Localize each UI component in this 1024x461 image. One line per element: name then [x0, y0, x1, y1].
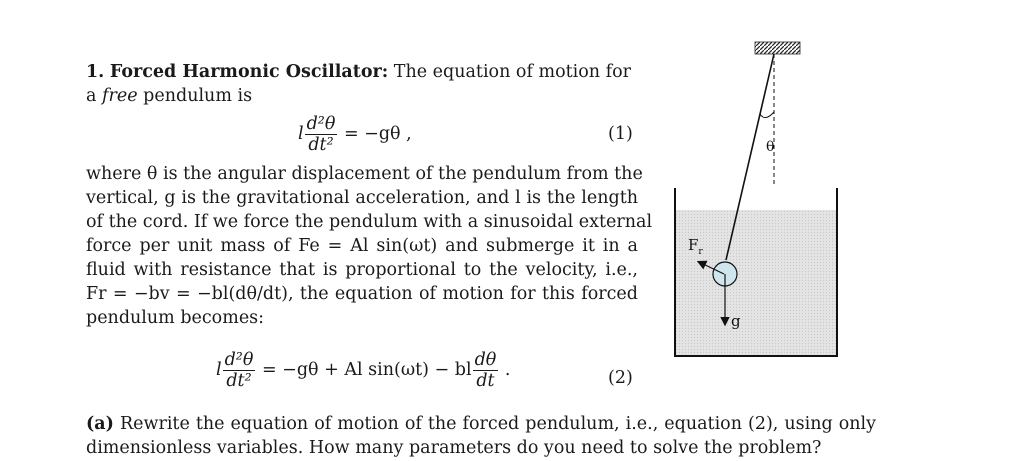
eq2-numerator-1: d²θ [224, 350, 254, 370]
fluid [676, 210, 836, 355]
description-paragraph [86, 162, 653, 330]
equation-2 [216, 350, 510, 391]
equation-1-number: (1) [608, 124, 633, 144]
question-line-2: dimensionless variables. How many parameters do you need to solve the problem? [86, 438, 822, 458]
problem-number: 1. [86, 62, 105, 82]
description-line: force per unit mass of Fe = Al sin(ωt) and submerge it in a [86, 236, 638, 256]
eq2-fraction-2 [473, 350, 499, 391]
angle-label: θ [766, 139, 775, 155]
question-line-1 [86, 412, 876, 436]
eq1-denominator: dt² [308, 135, 334, 155]
intro-word-a: a [86, 86, 97, 106]
eq2-numerator-2: dθ [474, 350, 497, 370]
eq2-middle: = −gθ + Al sin(ωt) − bl [261, 360, 472, 380]
eq1-lhs-coef: l [298, 124, 304, 144]
question-text-1: Rewrite the equation of motion of the forced pendulum, i.e., equation (2), using only [119, 414, 876, 434]
intro-word-pendulum: pendulum is [143, 86, 253, 106]
description-line: where θ is the angular displacement of the pendulum from the [86, 164, 643, 184]
intro-word-free: free [102, 86, 138, 106]
intro-text: The equation of motion for [393, 62, 632, 82]
eq1-rhs: = −gθ , [343, 124, 412, 144]
eq1-fraction [305, 114, 338, 155]
equation-2-number: (2) [608, 368, 633, 388]
eq2-denominator-1: dt² [226, 371, 252, 391]
problem-heading [86, 60, 646, 84]
intro-line-2 [86, 84, 646, 108]
ceiling-support [755, 42, 800, 54]
equation-1 [298, 114, 412, 155]
eq2-lhs-coef: l [216, 360, 222, 380]
gravity-label: g [731, 312, 741, 330]
description-line: fluid with resistance that is proportional to the velocity, i.e., [86, 260, 638, 280]
eq2-tail: . [504, 360, 511, 380]
eq2-fraction-1 [223, 350, 256, 391]
resistance-force-label: $F_r$ [688, 236, 703, 257]
eq1-numerator: d²θ [306, 114, 336, 134]
description-line: vertical, g is the gravitational acceleration, and l is the length [86, 188, 638, 208]
question-label: (a) [86, 414, 114, 434]
question-a [86, 412, 876, 460]
problem-title: Forced Harmonic Oscillator: [109, 62, 389, 82]
angle-arc [760, 112, 774, 118]
eq2-denominator-2: dt [476, 371, 495, 391]
pendulum-diagram [660, 30, 850, 365]
description-line: of the cord. If we force the pendulum with a sinusoidal external [86, 212, 653, 232]
description-line: pendulum becomes: [86, 308, 265, 328]
description-line: Fr = −bv = −bl(dθ/dt), the equation of motion for this forced [86, 284, 638, 304]
